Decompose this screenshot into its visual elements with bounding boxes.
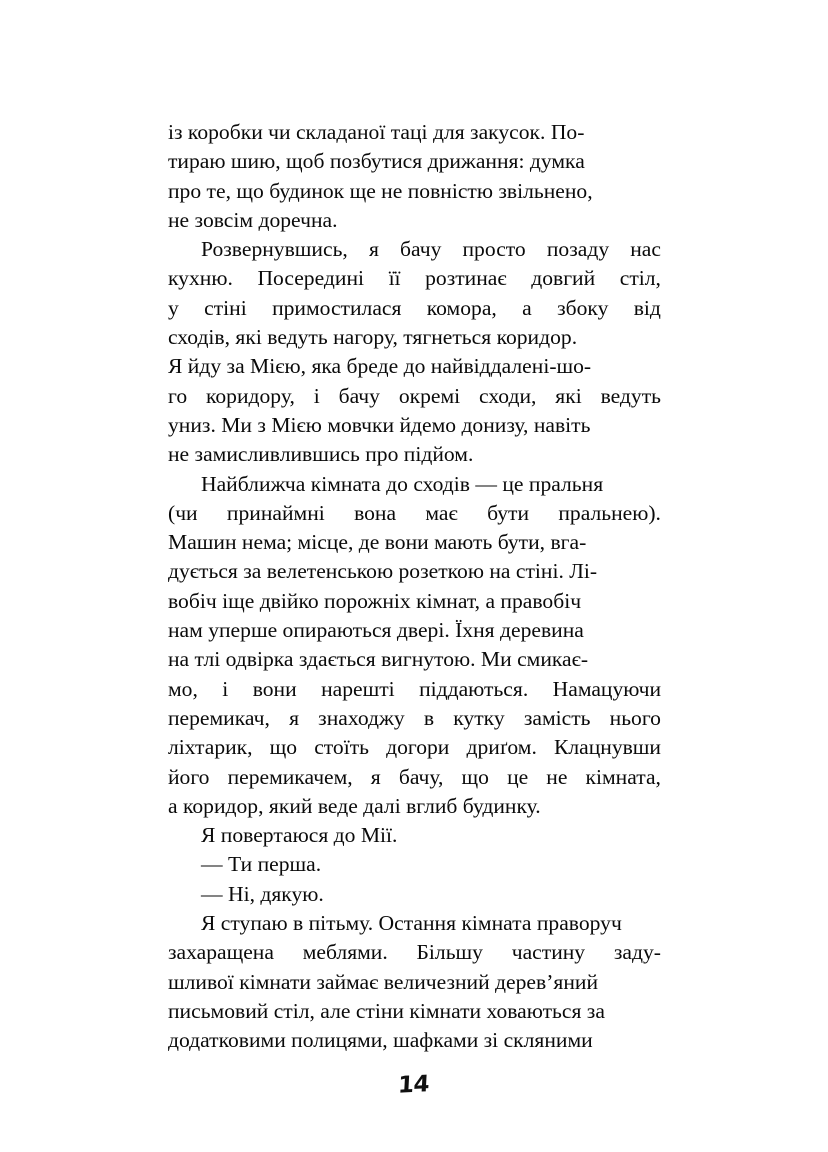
text-line: у стіні примостилася комора, а збоку від — [168, 295, 661, 320]
text-line: із коробки чи складаної таці для закусок. По- — [168, 120, 585, 144]
text-line: мо, і вони нарешті піддаються. Намацуючи — [168, 676, 661, 701]
text-line: вобіч іще двійко порожніх кімнат, а правобіч — [168, 588, 582, 613]
paragraph — [168, 118, 661, 235]
text-line: а коридор, який веде далі вглиб будинку. — [168, 793, 541, 818]
text-line: Найближча кімната до сходів — це пральня — [201, 471, 604, 496]
paragraph — [168, 470, 661, 822]
paragraph — [168, 880, 661, 909]
text-line: про те, що будинок ще не повністю звільнено, — [168, 178, 593, 203]
text-line: ліхтарик, що стоїть догори дриґом. Клацнувши — [168, 735, 661, 760]
text-line: не замисливлившись про підйом. — [168, 442, 474, 467]
text-line: тираю шию, щоб позбутися дрижання: думка — [168, 149, 585, 174]
paragraph — [168, 235, 661, 469]
text-line: його перемикачем, я бачу, що це не кімната, — [168, 764, 661, 789]
text-line: захаращена меблями. Більшу частину заду- — [168, 940, 661, 965]
text-line: не зовсім доречна. — [168, 207, 338, 232]
text-line: нам уперше опираються двері. Їхня деревина — [168, 618, 584, 643]
text-line: шливої кімнати займає величезний дерев’яний — [168, 969, 598, 994]
text-line: дується за велетенською розеткою на стіні. Лі- — [168, 559, 598, 584]
text-line: Розвернувшись, я бачу просто позаду нас — [201, 237, 661, 262]
text-line: — Ні, дякую. — [201, 881, 324, 906]
text-line: — Ти перша. — [201, 852, 322, 877]
text-line: додатковими полицями, шафками зі скляними — [168, 1028, 593, 1053]
page-number-value: 14 — [397, 1071, 431, 1099]
page-number — [0, 1072, 828, 1098]
text-line: Я йду за Мією, яка бреде до найвіддалені-шо- — [168, 354, 592, 379]
text-line: на тлі одвірка здається вигнутою. Ми смикає- — [168, 647, 589, 672]
paragraph — [168, 821, 661, 850]
text-line: го коридору, і бачу окремі сходи, які ведуть — [168, 383, 661, 408]
text-line: кухню. Посередині її розтинає довгий стіл, — [168, 266, 661, 291]
text-line: Я ступаю в пітьму. Остання кімната праворуч — [201, 911, 622, 936]
text-line: (чи принаймні вона має бути пральнею). — [168, 500, 661, 525]
text-line: Машин нема; місце, де вони мають бути, вга- — [168, 530, 587, 555]
text-line: перемикач, я знаходжу в кутку замість нього — [168, 705, 661, 730]
text-line: письмовий стіл, але стіни кімнати ховаються за — [168, 998, 605, 1023]
paragraph — [168, 909, 661, 1055]
text-line: сходів, які ведуть нагору, тягнеться коридор. — [168, 325, 578, 350]
paragraph — [168, 850, 661, 879]
page-text-block — [168, 118, 661, 1056]
text-line: униз. Ми з Мією мовчки йдемо донизу, навіть — [168, 412, 591, 437]
text-line: Я повертаюся до Мії. — [201, 823, 398, 848]
